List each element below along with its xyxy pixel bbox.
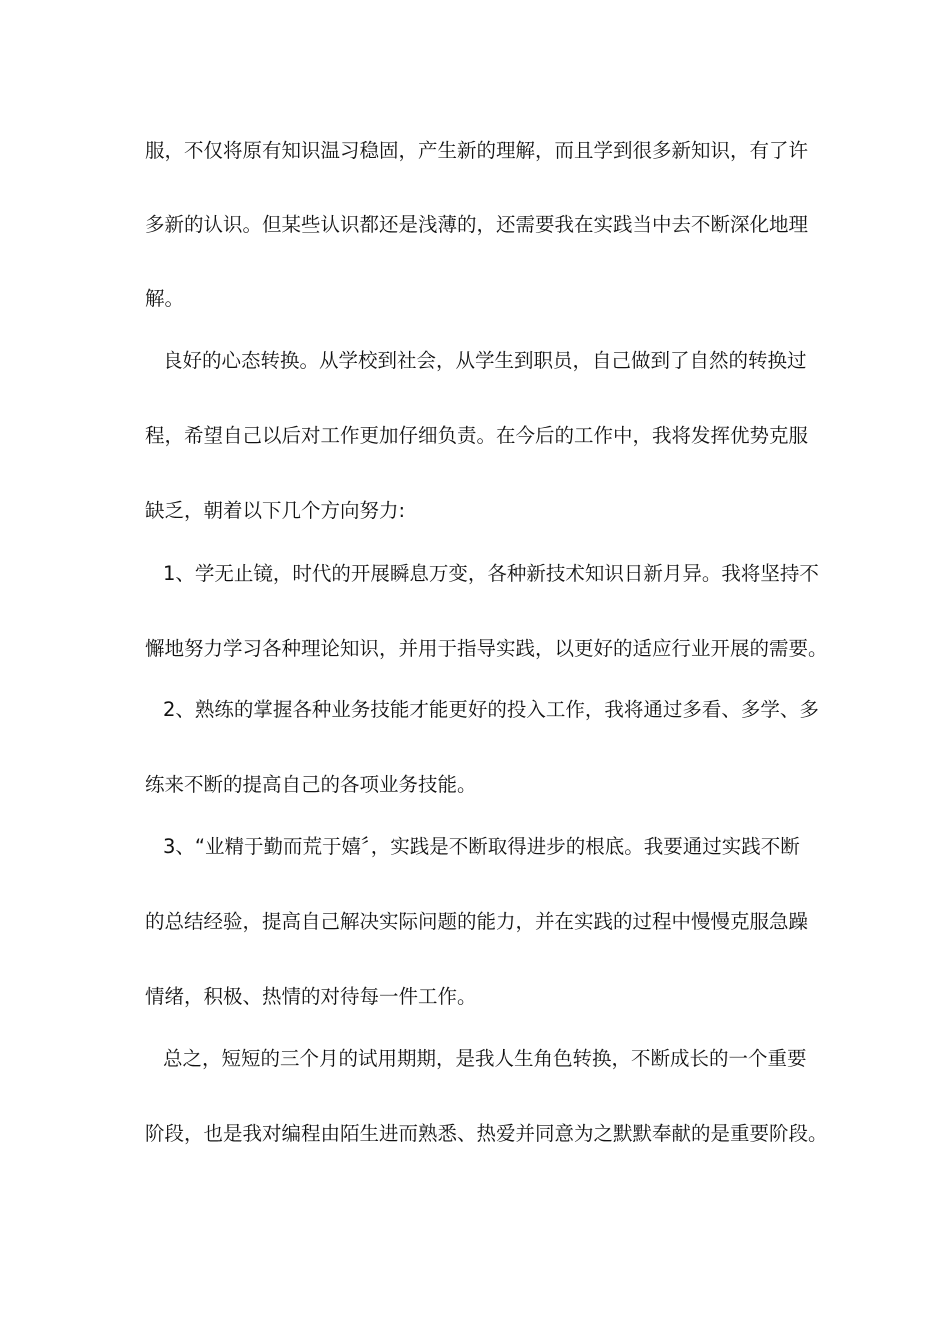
line-text: 2、熟练的掌握各种业务技能才能更好的投入工作，我将通过多看、多学、多	[163, 698, 819, 721]
paragraph-line	[0, 205, 950, 245]
paragraph-line	[0, 491, 950, 531]
paragraph-line	[0, 1039, 950, 1079]
list-item-line	[0, 827, 950, 867]
line-text: 服，不仅将原有知识温习稳固，产生新的理解，而且学到很多新知识，有了许	[145, 139, 809, 162]
line-text: 练来不断的提高自己的各项业务技能。	[145, 773, 477, 796]
list-item-line	[0, 629, 950, 669]
list-item-line	[0, 902, 950, 942]
list-item-line	[0, 977, 950, 1017]
line-text: 程，希望自己以后对工作更加仔细负责。在今后的工作中，我将发挥优势克服	[145, 424, 809, 447]
line-text: 情绪，积极、热情的对待每一件工作。	[145, 985, 477, 1008]
paragraph-line	[0, 1114, 950, 1154]
list-item-line	[0, 554, 950, 594]
line-text: 解。	[145, 287, 185, 310]
line-text: 的总结经验，提高自己解决实际问题的能力，并在实践的过程中慢慢克服急躁	[145, 910, 809, 933]
line-text: 3、“业精于勤而荒于嬉〞，实践是不断取得进步的根底。我要通过实践不断	[163, 835, 800, 858]
line-text: 缺乏，朝着以下几个方向努力:	[145, 499, 406, 522]
line-text: 1、学无止镜，时代的开展瞬息万变，各种新技术知识日新月异。我将坚持不	[163, 562, 819, 585]
paragraph-line	[0, 279, 950, 319]
paragraph-line	[0, 131, 950, 171]
line-text: 多新的认识。但某些认识都还是浅薄的，还需要我在实践当中去不断深化地理	[145, 213, 809, 236]
line-text: 懈地努力学习各种理论知识，并用于指导实践，以更好的适应行业开展的需要。	[145, 637, 828, 660]
line-text: 良好的心态转换。从学校到社会，从学生到职员，自己做到了自然的转换过	[163, 349, 807, 372]
line-text: 阶段，也是我对编程由陌生进而熟悉、热爱并同意为之默默奉献的是重要阶段。	[145, 1122, 828, 1145]
paragraph-line	[0, 416, 950, 456]
list-item-line	[0, 765, 950, 805]
line-text: 总之，短短的三个月的试用期期，是我人生角色转换，不断成长的一个重要	[163, 1047, 807, 1070]
list-item-line	[0, 690, 950, 730]
paragraph-line	[0, 341, 950, 381]
